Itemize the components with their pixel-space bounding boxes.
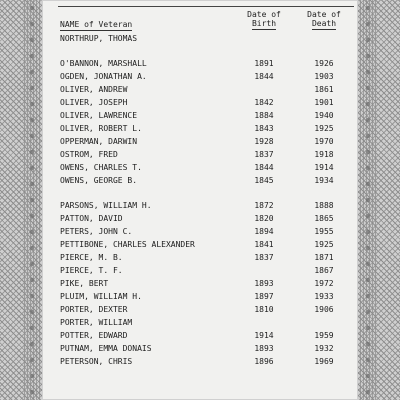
birth-date: 1841 xyxy=(254,240,274,249)
table-row xyxy=(58,109,354,122)
table-row xyxy=(58,355,354,368)
death-date: 1970 xyxy=(314,137,334,146)
death-date: 1914 xyxy=(314,163,334,172)
table-row xyxy=(58,57,354,70)
death-date: 1925 xyxy=(314,240,334,249)
veteran-name: PLUIM, WILLIAM H. xyxy=(60,292,142,301)
birth-date: 1810 xyxy=(254,305,274,314)
table-row xyxy=(58,174,354,187)
birth-date: 1844 xyxy=(254,163,274,172)
death-date: 1901 xyxy=(314,98,334,107)
veteran-name: PUTNAM, EMMA DONAIS xyxy=(60,344,152,353)
birth-date: 1844 xyxy=(254,72,274,81)
table-row xyxy=(58,135,354,148)
veteran-name: PIKE, BERT xyxy=(60,279,109,288)
table-row xyxy=(58,148,354,161)
veteran-name: PORTER, WILLIAM xyxy=(60,318,133,327)
table-row xyxy=(58,303,354,316)
veteran-name: PARSONS, WILLIAM H. xyxy=(60,201,152,210)
death-date: 1933 xyxy=(314,292,334,301)
veteran-name: PETERSON, CHRIS xyxy=(60,357,133,366)
birth-date: 1928 xyxy=(254,137,274,146)
decorative-border-left xyxy=(24,0,40,400)
death-date: 1871 xyxy=(314,253,334,262)
veteran-name: OGDEN, JONATHAN A. xyxy=(60,72,147,81)
death-date: 1959 xyxy=(314,331,334,340)
death-date: 1903 xyxy=(314,72,334,81)
table-row xyxy=(58,70,354,83)
death-date: 1906 xyxy=(314,305,334,314)
birth-date: 1896 xyxy=(254,357,274,366)
veteran-list xyxy=(58,6,354,396)
group-spacer xyxy=(58,45,354,57)
birth-date: 1893 xyxy=(254,344,274,353)
table-row xyxy=(58,238,354,251)
header-name: NAME of Veteran xyxy=(60,20,133,29)
birth-date: 1837 xyxy=(254,253,274,262)
table-row xyxy=(58,212,354,225)
death-date: 1861 xyxy=(314,85,334,94)
table-row xyxy=(58,316,354,329)
veteran-name: O'BANNON, MARSHALL xyxy=(60,59,147,68)
table-row xyxy=(58,342,354,355)
table-row xyxy=(58,290,354,303)
death-date: 1888 xyxy=(314,201,334,210)
veteran-name: OLIVER, JOSEPH xyxy=(60,98,128,107)
veteran-name: POTTER, EDWARD xyxy=(60,331,128,340)
table-row xyxy=(58,251,354,264)
veteran-name: OLIVER, ANDREW xyxy=(60,85,128,94)
table-row xyxy=(58,329,354,342)
death-date: 1926 xyxy=(314,59,334,68)
birth-date: 1872 xyxy=(254,201,274,210)
veteran-name: OSTROM, FRED xyxy=(60,150,118,159)
table-row xyxy=(58,161,354,174)
veteran-name: PETERS, JOHN C. xyxy=(60,227,133,236)
veteran-rows xyxy=(58,32,354,368)
birth-date: 1843 xyxy=(254,124,274,133)
veteran-name: OLIVER, LAWRENCE xyxy=(60,111,138,120)
birth-date: 1820 xyxy=(254,214,274,223)
birth-date: 1842 xyxy=(254,98,274,107)
top-rule xyxy=(58,6,354,7)
veteran-name: PORTER, DEXTER xyxy=(60,305,128,314)
table-row xyxy=(58,225,354,238)
veteran-name: PATTON, DAVID xyxy=(60,214,123,223)
birth-date: 1897 xyxy=(254,292,274,301)
veteran-name: OWENS, CHARLES T. xyxy=(60,163,142,172)
birth-date: 1845 xyxy=(254,176,274,185)
veteran-name: NORTHRUP, THOMAS xyxy=(60,34,138,43)
header-death: Date of Death xyxy=(307,10,341,28)
decorative-border-right xyxy=(360,0,376,400)
table-row xyxy=(58,277,354,290)
birth-date: 1894 xyxy=(254,227,274,236)
veteran-name: PIERCE, T. F. xyxy=(60,266,123,275)
death-date: 1918 xyxy=(314,150,334,159)
table-row xyxy=(58,264,354,277)
veteran-name: PETTIBONE, CHARLES ALEXANDER xyxy=(60,240,195,249)
death-date: 1969 xyxy=(314,357,334,366)
birth-date: 1914 xyxy=(254,331,274,340)
header-birth: Date of Birth xyxy=(247,10,281,28)
death-date: 1925 xyxy=(314,124,334,133)
veteran-name: OLIVER, ROBERT L. xyxy=(60,124,142,133)
birth-date: 1891 xyxy=(254,59,274,68)
birth-date: 1893 xyxy=(254,279,274,288)
birth-date: 1884 xyxy=(254,111,274,120)
death-date: 1940 xyxy=(314,111,334,120)
table-row xyxy=(58,199,354,212)
table-row xyxy=(58,32,354,45)
group-spacer xyxy=(58,187,354,199)
death-date: 1932 xyxy=(314,344,334,353)
table-row xyxy=(58,96,354,109)
death-date: 1955 xyxy=(314,227,334,236)
veteran-name: PIERCE, M. B. xyxy=(60,253,123,262)
death-date: 1934 xyxy=(314,176,334,185)
birth-date: 1837 xyxy=(254,150,274,159)
table-row xyxy=(58,83,354,96)
table-row xyxy=(58,122,354,135)
veteran-name: OPPERMAN, DARWIN xyxy=(60,137,138,146)
death-date: 1867 xyxy=(314,266,334,275)
death-date: 1972 xyxy=(314,279,334,288)
veteran-name: OWENS, GEORGE B. xyxy=(60,176,138,185)
death-date: 1865 xyxy=(314,214,334,223)
